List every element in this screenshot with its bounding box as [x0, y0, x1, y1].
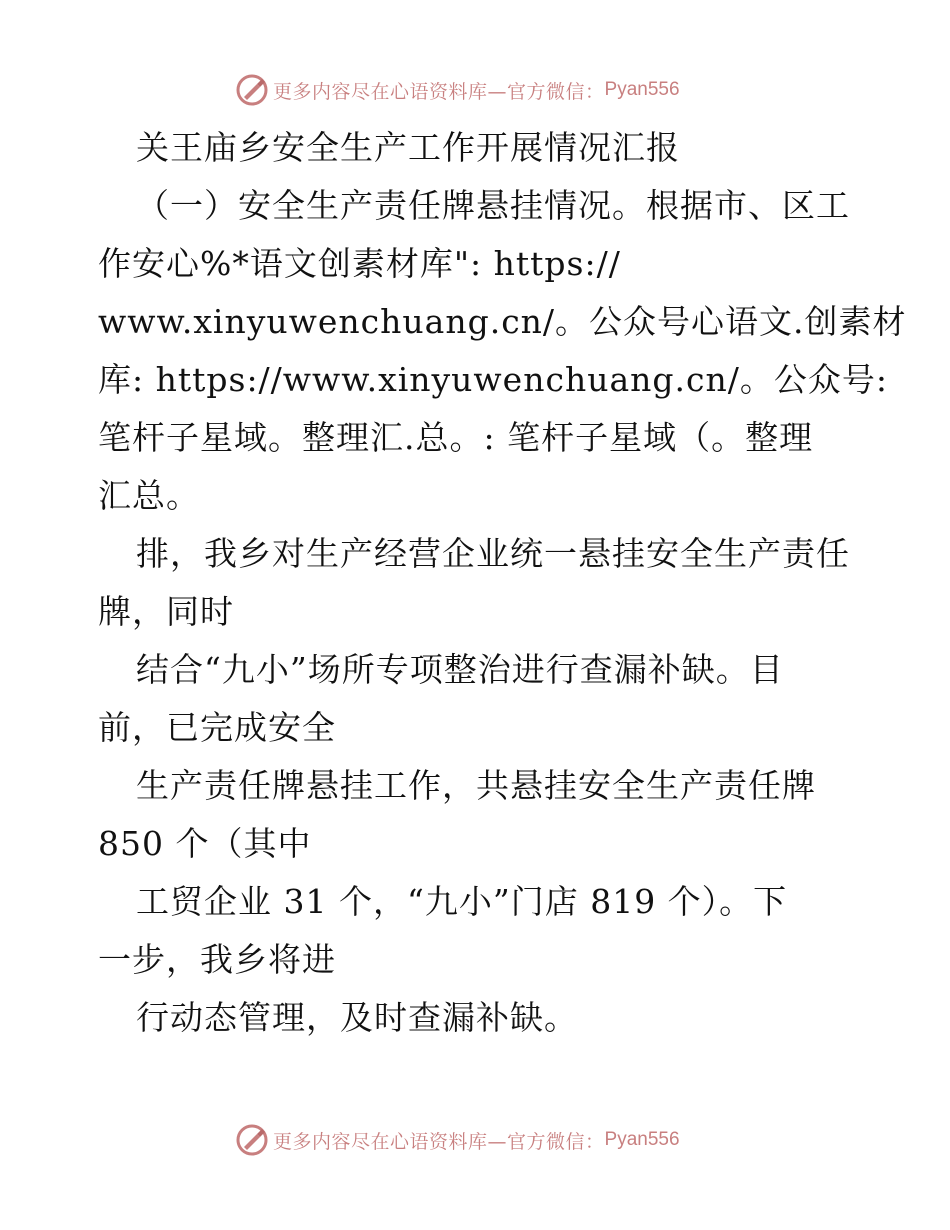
watermark-wechat-id: Pyan556 [604, 1129, 680, 1150]
paragraph-line: www.xinyuwenchuang.cn/。公众号心语文.创素材 [98, 302, 907, 341]
watermark-footer [235, 1122, 680, 1158]
paragraph-line: 笔杆子星域。整理汇.总。: 笔杆子星域（。整理 [98, 418, 814, 457]
paragraph-line: 生产责任牌悬挂工作，共悬挂安全生产责任牌 [136, 766, 816, 805]
document-title: 关王庙乡安全生产工作开展情况汇报 [136, 128, 680, 167]
paragraph-line: 排，我乡对生产经营企业统一悬挂安全生产责任 [136, 534, 850, 573]
watermark-text: 更多内容尽在心语资料库—官方微信： [273, 80, 605, 103]
paragraph-line: 工贸企业 31 个，“九小”门店 819 个）。下 [136, 882, 788, 921]
watermark-wechat-id: Pyan556 [604, 79, 680, 100]
paragraph-line: 一步，我乡将进 [98, 940, 336, 979]
pen-logo-icon [235, 73, 269, 107]
watermark-header [235, 72, 680, 108]
paragraph-line: 库: https://www.xinyuwenchuang.cn/。公众号: [98, 360, 888, 399]
watermark-text: 更多内容尽在心语资料库—官方微信： [273, 1130, 605, 1153]
paragraph-line: 结合“九小”场所专项整治进行查漏补缺。目 [136, 650, 784, 689]
paragraph-line: 牌，同时 [98, 592, 234, 631]
paragraph-line: 行动态管理，及时查漏补缺。 [136, 998, 578, 1037]
pen-logo-icon [235, 1123, 269, 1157]
paragraph-line: 前，已完成安全 [98, 708, 336, 747]
paragraph-line: 850 个（其中 [98, 824, 312, 863]
paragraph-line: 作安心%*语文创素材库": https:// [98, 244, 621, 283]
paragraph-line: （一）安全生产责任牌悬挂情况。根据市、区工 [136, 186, 850, 225]
paragraph-line: 汇总。 [98, 476, 200, 515]
